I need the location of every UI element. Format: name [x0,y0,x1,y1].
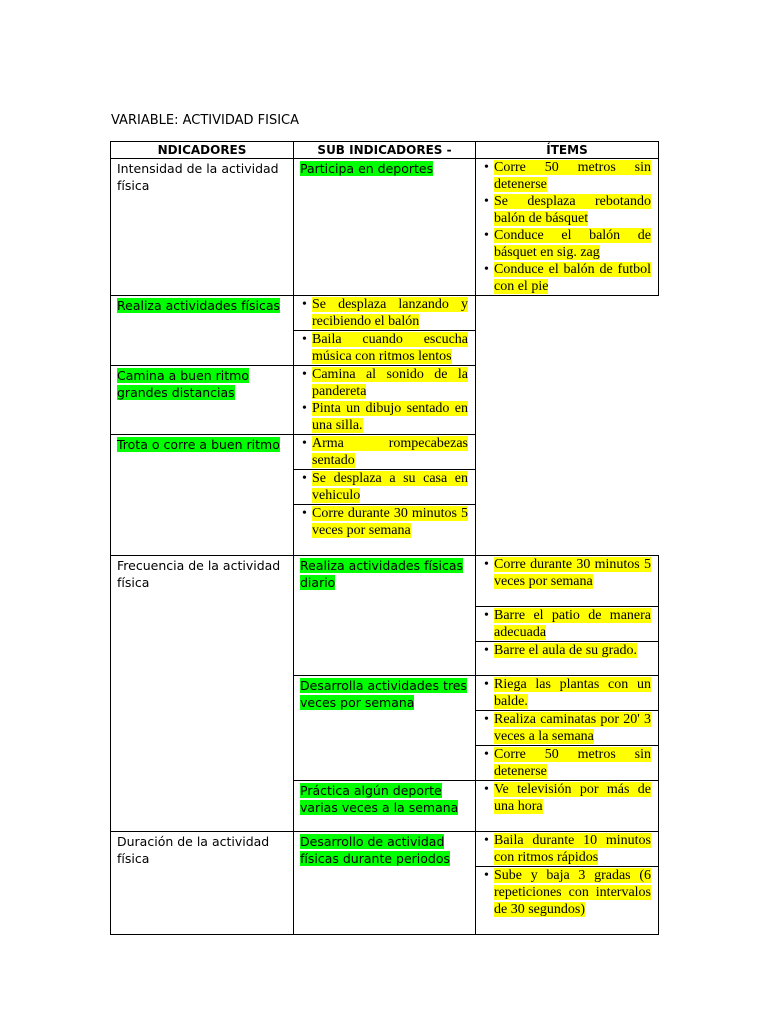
item-cell [294,505,476,556]
sub-indicator-cell [294,781,476,832]
header-indicadores: NDICADORES [111,142,294,159]
sub-indicator-cell [111,296,294,366]
bullet-icon: • [484,712,489,727]
item-text: Corre 50 metros sin detenerse [494,160,651,192]
sub-indicator-label: Desarrolla actividades tres veces por semana [300,678,467,710]
sub-indicator-cell [294,556,476,676]
bullet-icon: • [302,436,307,451]
item-cell [476,781,659,832]
bullet-icon: • [302,332,307,347]
sub-indicator-label: Desarrollo de actividad físicas durante periodos [300,834,450,866]
item-cell [294,435,476,470]
sub-indicator-label: Práctica algún deporte varias veces a la semana [300,783,459,815]
bullet-icon: • [302,506,307,521]
header-row [111,142,659,159]
item-text: Se desplaza lanzando y recibiendo el balón [312,297,468,329]
bullet-icon: • [484,643,489,658]
item-cell [294,470,476,505]
header-items: ÍTEMS [476,142,659,159]
item-cell [294,296,476,331]
indicators-table [110,141,659,935]
sub-indicator-label: Realiza actividades físicas [117,298,281,313]
sub-indicator-cell [294,832,476,935]
item-text: Corre durante 30 minutos 5 veces por semana [312,506,468,538]
item-text: Camina al sonido de la pandereta [312,367,468,399]
item-text: Se desplaza a su casa en vehiculo [312,471,468,503]
table-row [111,435,659,470]
sub-indicator-cell [111,435,294,556]
bullet-icon: • [484,782,489,797]
bullet-icon: • [484,747,489,762]
bullet-icon: • [484,194,489,209]
item-cell [294,366,476,401]
item-text: Barre el aula de su grado. [494,643,638,658]
item-text: Sube y baja 3 gradas (6 repeticiones con intervalos de 30 segundos) [494,868,651,917]
sub-indicator-label: Realiza actividades físicas diario [300,558,464,590]
bullet-icon: • [302,367,307,382]
item-text: Baila durante 10 minutos con ritmos rápidos [494,833,651,865]
indicator-cell: Frecuencia de la actividad física [111,556,294,832]
bullet-icon: • [484,677,489,692]
item-cell [476,159,659,194]
item-cell [476,867,659,935]
item-text: Corre 50 metros sin detenerse [494,747,651,779]
item-text: Pinta un dibujo sentado en una silla. [312,401,468,433]
item-text: Corre durante 30 minutos 5 veces por semana [494,557,651,589]
table-row [111,159,659,194]
bullet-icon: • [302,471,307,486]
item-cell [476,746,659,781]
item-text: Barre el patio de manera adecuada [494,608,651,640]
sub-indicator-cell [111,366,294,435]
item-text: Baila cuando escucha música con ritmos lentos [312,332,468,364]
bullet-icon: • [302,297,307,312]
sub-indicator-cell [294,676,476,781]
sub-indicator-label: Trota o corre a buen ritmo [117,437,280,452]
bullet-icon: • [484,160,489,175]
table-row [111,296,659,331]
item-cell [294,400,476,435]
item-text: Ve televisión por más de una hora [494,782,651,814]
bullet-icon: • [484,557,489,572]
bullet-icon: • [484,262,489,277]
table-row [111,556,659,607]
item-text: Riega las plantas con un balde. [494,677,651,709]
sub-indicator-label: Participa en deportes [300,161,434,176]
bullet-icon: • [484,608,489,623]
header-sub-indicadores: SUB INDICADORES - [294,142,476,159]
item-text: Conduce el balón de futbol con el pie [494,262,651,294]
item-cell [476,711,659,746]
item-cell [476,261,659,296]
sub-indicator-label: Camina a buen ritmo grandes distancias [117,368,250,400]
indicator-cell: Duración de la actividad física [111,832,294,935]
table-row [111,366,659,401]
bullet-icon: • [484,228,489,243]
bullet-icon: • [484,833,489,848]
item-cell [476,556,659,607]
item-text: Realiza caminatas por 20' 3 veces a la semana [494,712,651,744]
bullet-icon: • [484,868,489,883]
item-text: Conduce el balón de básquet en sig. zag [494,228,651,260]
item-cell [476,193,659,227]
table-row [111,832,659,867]
item-cell [476,642,659,676]
item-cell [294,331,476,366]
item-cell [476,227,659,261]
sub-indicator-cell [294,159,476,296]
page-title: VARIABLE: ACTIVIDAD FISICA [111,113,300,128]
item-text: Se desplaza rebotando balón de básquet [494,194,651,226]
item-cell [476,832,659,867]
bullet-icon: • [302,401,307,416]
indicator-cell: Intensidad de la actividad física [111,159,294,296]
item-text: Arma rompecabezas sentado [312,436,468,468]
item-cell [476,607,659,642]
item-cell [476,676,659,711]
